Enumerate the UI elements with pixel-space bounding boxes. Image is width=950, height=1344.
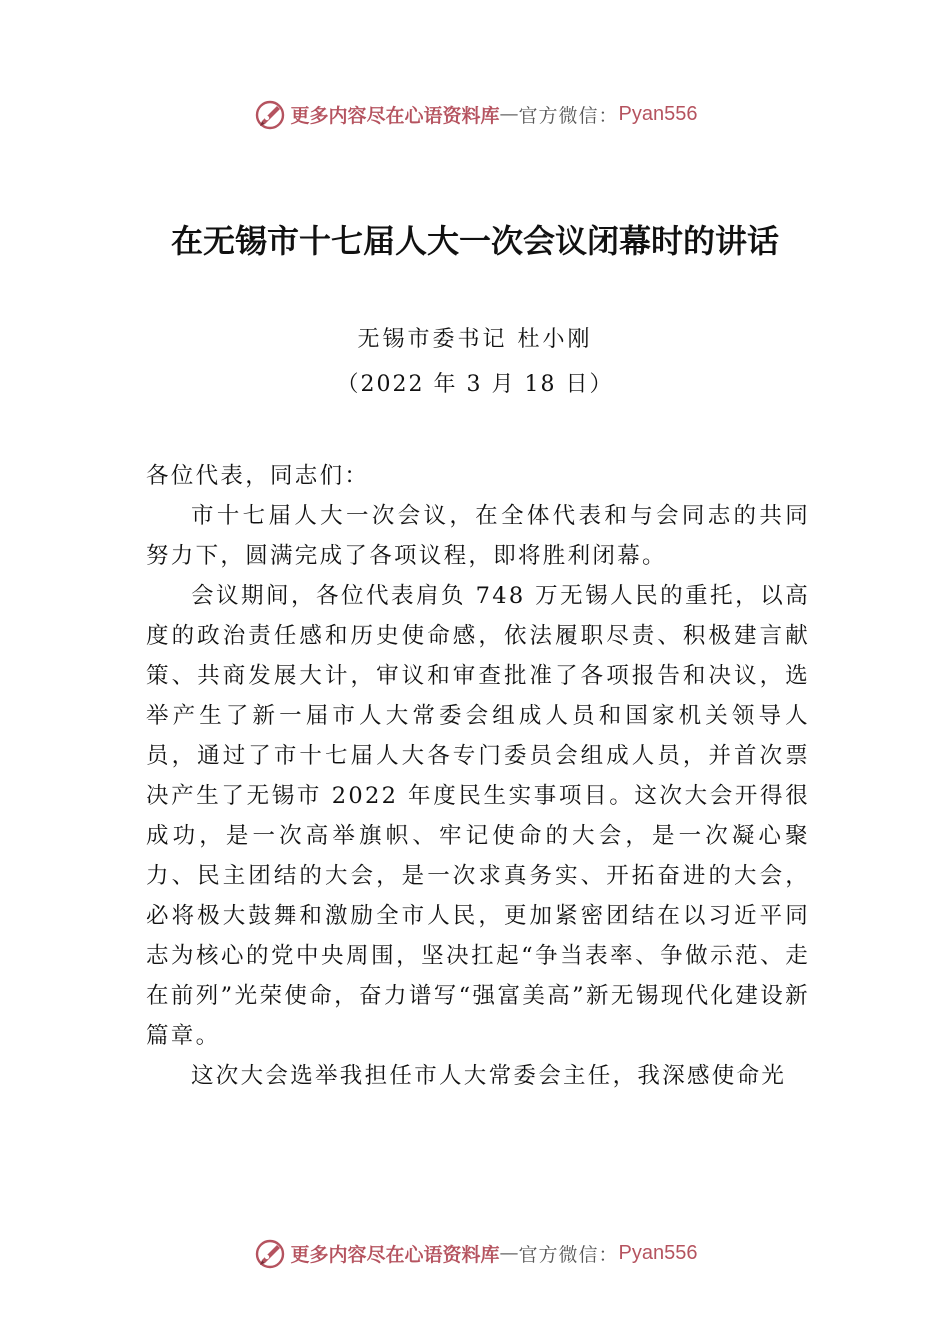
watermark-wechat-id: Pyan556 <box>618 102 698 125</box>
document-date: （2022 年 3 月 18 日） <box>336 372 614 397</box>
salutation: 各位代表，同志们： <box>146 463 370 489</box>
document-body <box>146 456 810 1096</box>
watermark-wechat-id: Pyan556 <box>618 1241 698 1264</box>
paragraph: 这次大会选举我担任市人大常委会主任，我深感使命光 <box>191 1063 787 1089</box>
watermark-brand: 更多内容尽在心语资料库 <box>290 104 500 127</box>
watermark-wechat-label: 官方微信： <box>518 1243 619 1266</box>
header-watermark <box>0 94 950 134</box>
document-author: 无锡市委书记 杜小刚 <box>357 327 593 352</box>
watermark-wechat-label: 官方微信： <box>518 104 619 127</box>
watermark-separator: — <box>499 103 519 125</box>
paragraph: 市十七届人大一次会议，在全体代表和与会同志的共同努力下，圆满完成了各项议程，即将胜利闭幕。 <box>146 503 810 569</box>
pen-seal-icon <box>253 97 287 131</box>
pen-seal-icon <box>253 1236 287 1270</box>
watermark-separator: — <box>499 1242 519 1264</box>
footer-watermark <box>0 1233 950 1273</box>
paragraph: 会议期间，各位代表肩负 748 万无锡人民的重托，以高度的政治责任感和历史使命感，依法履职尽责、积极建言献策、共商发展大计，审议和审查批准了各项报告和决议，选举产生了新一届市人大常委会组成人员和国家机关领导人员，通过了市十七届人大各专门委员会组成人员，并首次票决产生了无锡市 2022 年度民生实事项目。这次大会开得很成功，是一次高举旗帜、牢记使命的大会，是一次凝心聚力、民主团结的大会，是一次求真务实、开拓奋进的大会，必将极大鼓舞和激励全市人民，更加紧密团结在以习近平同志为核心的党中央周围，坚决扛起“争当表率、争做示范、走在前列”光荣使命，奋力谱写“强富美高”新无锡现代化建设新篇章。 <box>146 583 810 1049</box>
document-title: 在无锡市十七届人大一次会议闭幕时的讲话 <box>170 222 779 260</box>
watermark-brand: 更多内容尽在心语资料库 <box>290 1243 500 1266</box>
